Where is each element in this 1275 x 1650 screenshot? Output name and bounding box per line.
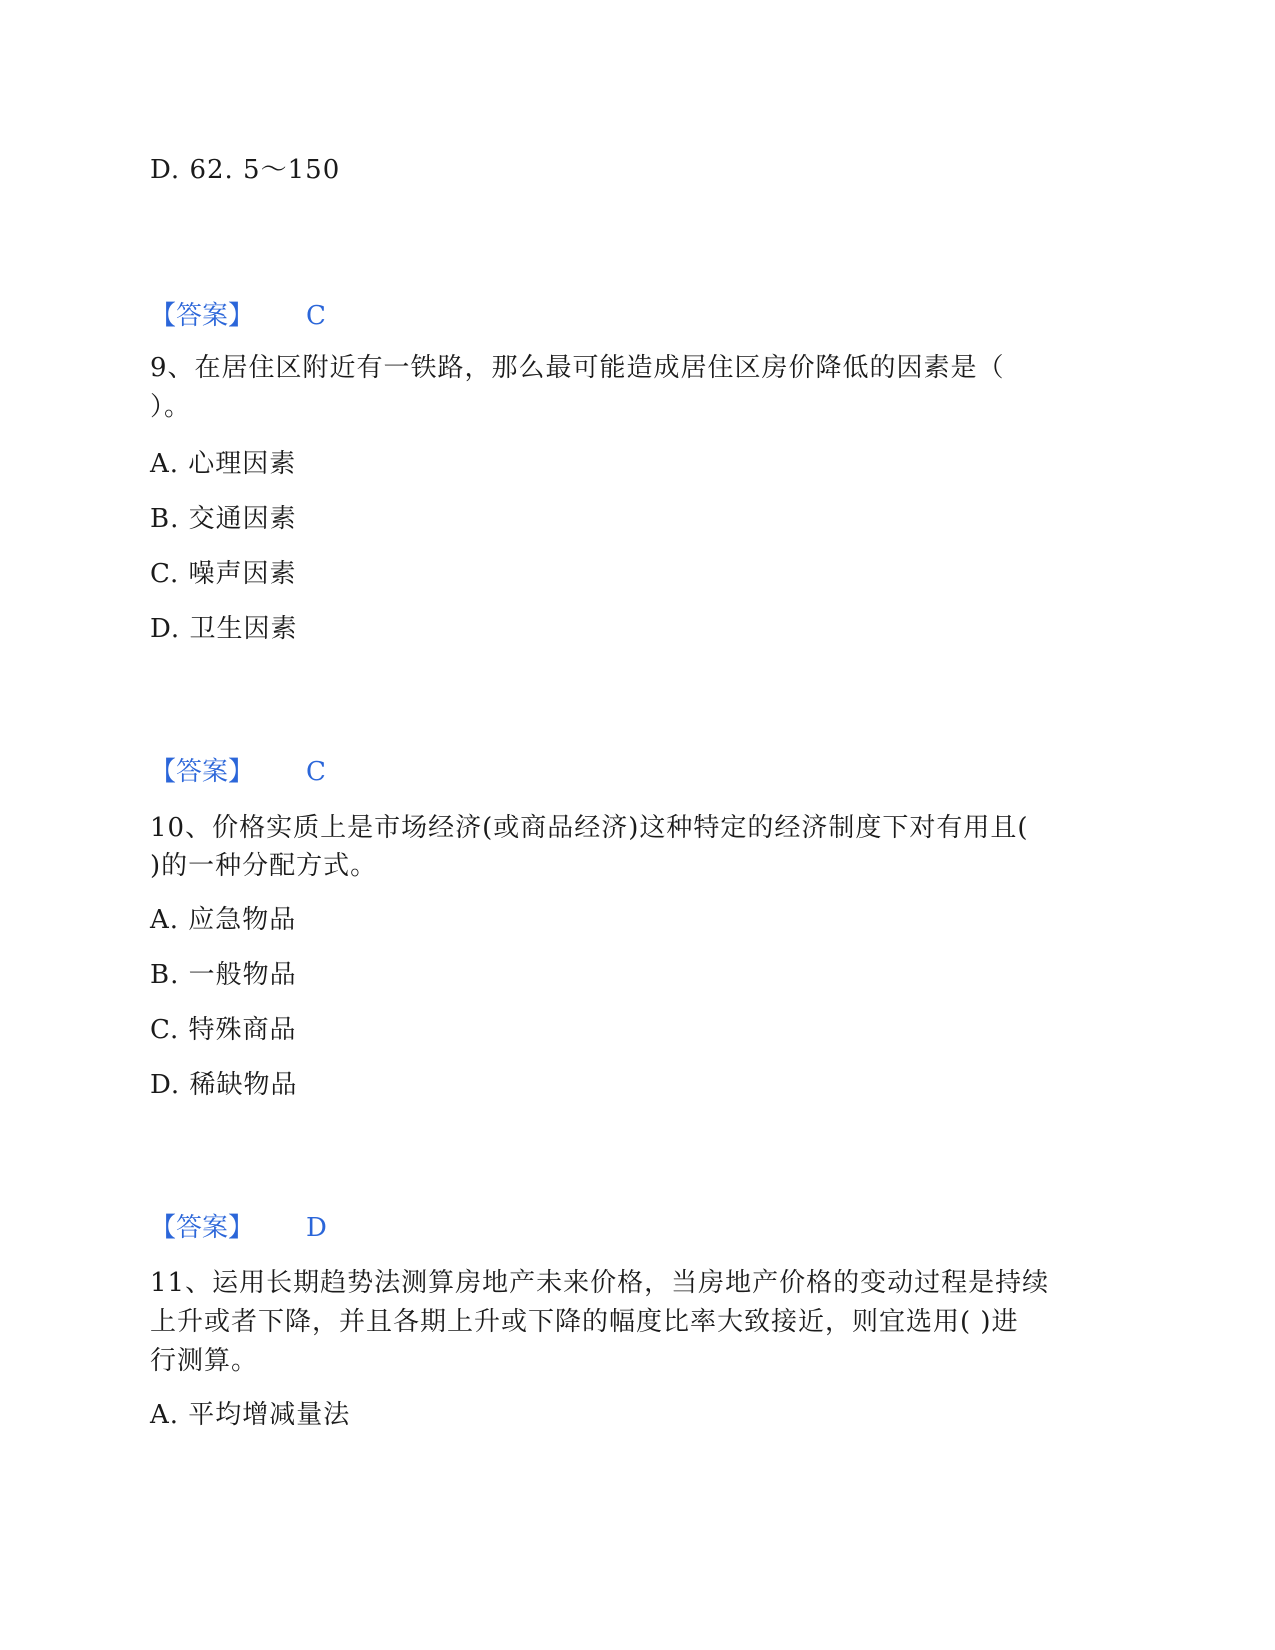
- question-10-option-b: B. 一般物品: [150, 960, 297, 990]
- answer-value: C: [306, 757, 326, 787]
- answer-value: C: [306, 301, 326, 331]
- question-9-option-a: A. 心理因素: [150, 449, 297, 479]
- question-10-option-c: C. 特殊商品: [150, 1015, 297, 1045]
- answer-label: 【答案】: [150, 757, 255, 787]
- question-11-option-a: A. 平均增减量法: [150, 1400, 351, 1430]
- question-10-option-d: D. 稀缺物品: [150, 1070, 298, 1100]
- question-10-option-a: A. 应急物品: [150, 905, 297, 935]
- question-11-line-2: 上升或者下降，并且各期上升或下降的幅度比率大致接近，则宜选用( )进: [150, 1307, 1019, 1337]
- answer-row-3: [150, 1208, 327, 1248]
- question-10-line-1: 10、价格实质上是市场经济(或商品经济)这种特定的经济制度下对有用且(: [150, 813, 1029, 843]
- question-11-line-3: 行测算。: [150, 1346, 259, 1376]
- answer-label: 【答案】: [150, 301, 255, 331]
- question-9-line-1: 9、在居住区附近有一铁路，那么最可能造成居住区房价降低的因素是（: [150, 353, 1005, 383]
- question-9-option-b: B. 交通因素: [150, 504, 297, 534]
- answer-row-2: [150, 752, 326, 792]
- question-9-option-c: C. 噪声因素: [150, 559, 297, 589]
- option-d-top: D. 62. 5～150: [150, 155, 341, 185]
- question-9-line-2: ）。: [150, 392, 192, 422]
- question-10-line-2: )的一种分配方式。: [150, 851, 378, 881]
- question-9-option-d: D. 卫生因素: [150, 614, 298, 644]
- answer-value: D: [306, 1213, 327, 1243]
- answer-label: 【答案】: [150, 1213, 255, 1243]
- answer-row-1: [150, 296, 326, 336]
- question-11-line-1: 11、运用长期趋势法测算房地产未来价格，当房地产价格的变动过程是持续: [150, 1268, 1050, 1298]
